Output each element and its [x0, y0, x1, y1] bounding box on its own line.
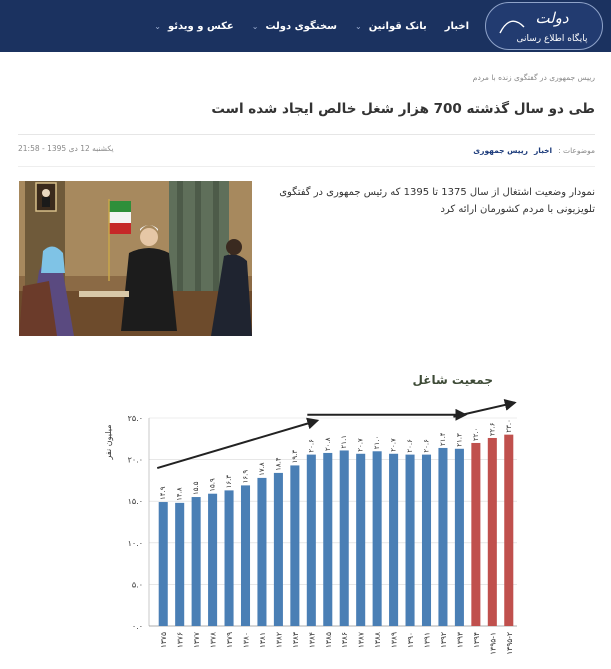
- interview-photo-illustration: [19, 181, 252, 336]
- top-navbar: [0, 0, 611, 52]
- chevron-down-icon: ⌄: [154, 21, 161, 31]
- bar-value-label: ۱۷.۸: [257, 462, 266, 476]
- menu-item-media-label: عکس و ویدئو: [168, 20, 234, 32]
- bar-value-label: ۱۹.۳: [290, 449, 299, 464]
- chart-bar: [274, 473, 283, 626]
- chart-bar: [356, 454, 365, 626]
- y-axis-label: میلیون نفر: [104, 424, 113, 460]
- x-tick-label: ۱۳۹۲: [438, 632, 448, 649]
- menu-item-spokesman-label: سخنگوی دولت: [265, 20, 337, 32]
- topic-link-news[interactable]: اخبار: [533, 146, 553, 155]
- chart-bar: [241, 485, 250, 626]
- x-tick-label: ۱۳۹۰: [406, 632, 416, 649]
- bar-value-label: ۱۵.۵: [192, 481, 201, 496]
- main-menu: [136, 0, 469, 52]
- x-tick-label: ۱۳۸۴: [307, 632, 317, 649]
- y-tick-label: ۲۵.۰: [127, 414, 143, 423]
- y-tick-label: ۰.۰: [131, 622, 143, 631]
- bar-value-label: ۱۵.۹: [208, 478, 217, 492]
- breadcrumb[interactable]: رییس جمهوری در گفتگوی زنده با مردم: [472, 73, 595, 82]
- chart-bar: [422, 455, 431, 626]
- chart-bar: [488, 438, 497, 626]
- bar-value-label: ۱۸.۴: [274, 457, 283, 471]
- svg-text:پایگاه اطلاع رسانی: پایگاه اطلاع رسانی: [516, 34, 588, 44]
- bar-value-label: ۲۰.۶: [406, 439, 415, 453]
- chart-bar: [455, 449, 464, 626]
- x-tick-label: ۱۳۸۵: [323, 632, 333, 649]
- x-tick-label: ۱۳۷۹: [225, 632, 235, 649]
- bar-value-label: ۲۲.۶: [488, 422, 497, 436]
- menu-item-news[interactable]: [445, 21, 469, 32]
- y-tick-label: ۱۵.۰: [127, 497, 143, 507]
- x-tick-label: ۱۳۹۵-۲: [504, 632, 514, 655]
- bar-value-label: ۲۰.۷: [389, 438, 398, 452]
- chart-bar: [159, 502, 168, 626]
- trend-arrow: [453, 403, 514, 417]
- bar-value-label: ۲۲.۰: [471, 427, 480, 441]
- x-tick-label: ۱۳۸۹: [389, 632, 399, 649]
- x-tick-label: ۱۳۹۵-۱: [488, 632, 498, 655]
- chart-bar: [290, 465, 299, 626]
- topics-row: [473, 146, 595, 155]
- chart-bar: [406, 455, 415, 626]
- chart-bar: [340, 450, 349, 626]
- x-tick-label: ۱۳۸۲: [274, 632, 284, 649]
- article-summary: نمودار وضعیت اشتغال از سال 1375 تا 1395 که رئیس جمهوری در گفتگوی تلویزیونی با مردم کشورمان ارائه کرد: [279, 187, 595, 215]
- menu-item-law-bank-label: بانک قوانین: [368, 20, 427, 32]
- bar-value-label: ۲۰.۶: [307, 439, 316, 453]
- y-tick-label: ۵.۰: [131, 580, 143, 590]
- bar-value-label: ۱۶.۳: [225, 474, 234, 489]
- chart-bar: [225, 490, 234, 626]
- bar-value-label: ۲۱.۰: [373, 435, 382, 450]
- x-tick-label: ۱۳۸۰: [241, 632, 251, 649]
- x-tick-label: ۱۳۸۷: [356, 632, 366, 649]
- bar-value-label: ۱۴.۸: [175, 487, 184, 501]
- bar-value-label: ۲۱.۴: [438, 432, 447, 446]
- menu-item-media[interactable]: [154, 21, 233, 32]
- bar-value-label: ۲۳.۰: [504, 419, 513, 433]
- chart-bar: [323, 453, 332, 626]
- bar-value-label: ۲۰.۶: [422, 439, 431, 453]
- topics-label: موضوعات :: [558, 146, 595, 155]
- article-photo: [19, 181, 252, 336]
- chart-bar: [257, 478, 266, 626]
- site-logo[interactable]: [485, 2, 603, 50]
- x-tick-label: ۱۳۷۶: [175, 632, 185, 649]
- chart-bar: [438, 448, 447, 626]
- chart-bar: [175, 503, 184, 626]
- chart-bar: [389, 454, 398, 626]
- x-tick-label: ۱۳۸۶: [340, 632, 350, 649]
- svg-text:دولت: دولت: [535, 9, 569, 27]
- divider: [18, 134, 595, 135]
- chart-bar: [471, 443, 480, 626]
- x-tick-label: ۱۳۹۱: [422, 632, 432, 649]
- publish-date: یکشنبه 12 دی 1395 - 21:58: [18, 144, 114, 153]
- topic-link-president[interactable]: رییس جمهوری: [473, 146, 528, 155]
- chart-bar: [192, 497, 201, 626]
- chevron-down-icon: ⌄: [251, 21, 259, 31]
- chart-bar: [208, 494, 217, 626]
- menu-item-spokesman[interactable]: [252, 21, 337, 32]
- x-tick-label: ۱۳۷۸: [208, 632, 218, 649]
- chart-bar: [504, 435, 513, 626]
- y-tick-label: ۲۰.۰: [127, 455, 143, 465]
- page-title: طی دو سال گذشته 700 هزار شغل خالص ایجاد شده است: [211, 101, 595, 117]
- x-tick-label: ۱۳۹۴: [471, 632, 481, 649]
- chevron-down-icon: ⌄: [354, 21, 362, 31]
- x-tick-label: ۱۳۷۵: [159, 632, 169, 649]
- x-tick-label: ۱۳۹۳: [455, 632, 465, 649]
- divider: [18, 166, 595, 167]
- x-tick-label: ۱۳۷۷: [192, 632, 202, 649]
- menu-item-law-bank[interactable]: [355, 21, 427, 32]
- chart-bar: [307, 455, 316, 626]
- bar-value-label: ۱۶.۹: [241, 469, 250, 484]
- y-tick-label: ۱۰.۰: [127, 538, 143, 548]
- bar-value-label: ۲۰.۷: [356, 438, 365, 452]
- menu-item-news-label: اخبار: [444, 20, 469, 32]
- bar-value-label: ۲۱.۳: [455, 433, 464, 447]
- logo-emblem: [486, 3, 604, 51]
- x-tick-label: ۱۳۸۸: [373, 632, 383, 649]
- bar-value-label: ۱۴.۹: [159, 486, 168, 501]
- chart-bar: [373, 451, 382, 626]
- bar-value-label: ۲۰.۸: [323, 437, 332, 451]
- x-tick-label: ۱۳۸۱: [257, 632, 267, 649]
- x-tick-label: ۱۳۸۳: [290, 632, 300, 649]
- chart-title: جمعیت شاغل: [412, 373, 493, 387]
- employment-bar-chart: [105, 360, 525, 669]
- bar-value-label: ۲۱.۱: [340, 434, 349, 449]
